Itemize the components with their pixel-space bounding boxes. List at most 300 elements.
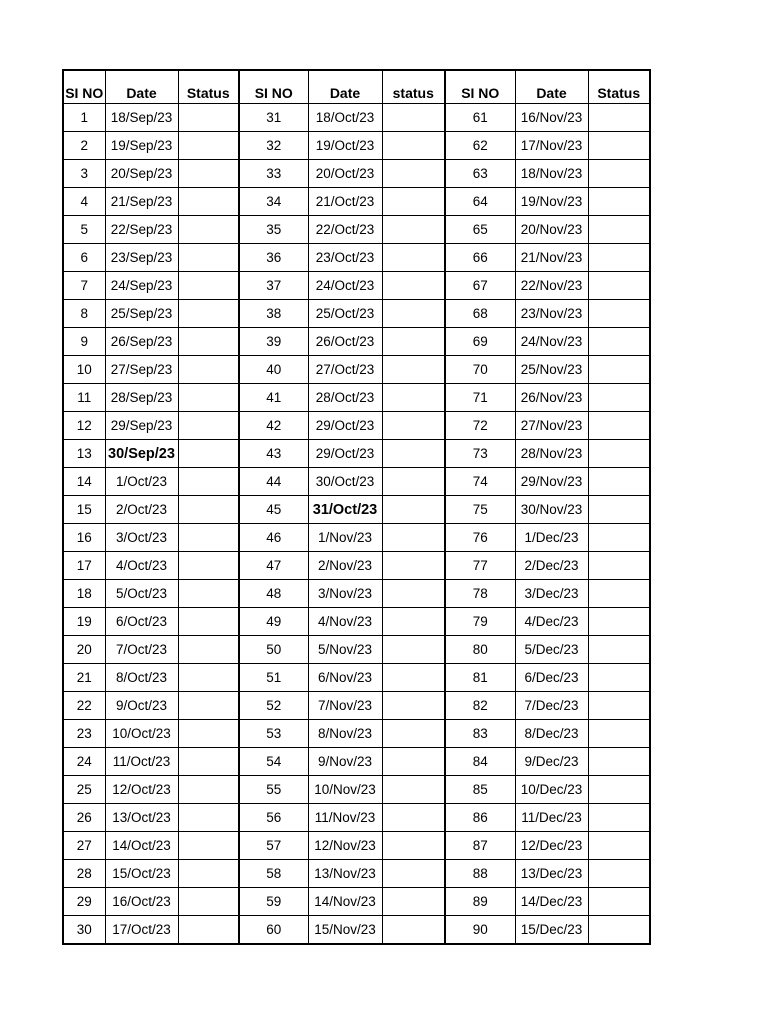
cell-date-2: 13/Nov/23: [308, 860, 382, 888]
cell-date-3: 5/Dec/23: [515, 636, 588, 664]
cell-si-no-3: 69: [445, 328, 515, 356]
cell-si-no-3: 85: [445, 776, 515, 804]
cell-si-no-2: 59: [239, 888, 308, 916]
cell-si-no-1: 7: [63, 272, 105, 300]
cell-status-1[interactable]: [178, 496, 239, 524]
cell-date-2: 22/Oct/23: [308, 216, 382, 244]
cell-status-2[interactable]: [382, 916, 445, 945]
cell-date-3: 10/Dec/23: [515, 776, 588, 804]
cell-si-no-3: 65: [445, 216, 515, 244]
cell-si-no-3: 78: [445, 580, 515, 608]
cell-si-no-3: 89: [445, 888, 515, 916]
cell-si-no-1: 11: [63, 384, 105, 412]
cell-date-1: 24/Sep/23: [105, 272, 178, 300]
cell-status-2[interactable]: [382, 132, 445, 160]
cell-status-1[interactable]: [178, 300, 239, 328]
cell-date-2: 20/Oct/23: [308, 160, 382, 188]
table-row: [63, 636, 650, 664]
cell-date-1: 23/Sep/23: [105, 244, 178, 272]
table-row: [63, 244, 650, 272]
cell-status-1[interactable]: [178, 664, 239, 692]
cell-status-1[interactable]: [178, 440, 239, 468]
cell-si-no-1: 17: [63, 552, 105, 580]
cell-status-1[interactable]: [178, 748, 239, 776]
cell-si-no-1: 9: [63, 328, 105, 356]
cell-date-2: 5/Nov/23: [308, 636, 382, 664]
cell-date-2: 19/Oct/23: [308, 132, 382, 160]
cell-status-1[interactable]: [178, 804, 239, 832]
cell-status-2[interactable]: [382, 328, 445, 356]
cell-si-no-3: 71: [445, 384, 515, 412]
cell-status-3[interactable]: [588, 636, 650, 664]
table-row: [63, 160, 650, 188]
cell-date-1: 16/Oct/23: [105, 888, 178, 916]
cell-date-1: 20/Sep/23: [105, 160, 178, 188]
cell-si-no-2: 46: [239, 524, 308, 552]
cell-status-3[interactable]: [588, 216, 650, 244]
cell-date-2: 29/Oct/23: [308, 412, 382, 440]
cell-si-no-1: 29: [63, 888, 105, 916]
cell-status-1[interactable]: [178, 776, 239, 804]
cell-status-2[interactable]: [382, 524, 445, 552]
cell-status-3[interactable]: [588, 300, 650, 328]
cell-si-no-1: 24: [63, 748, 105, 776]
cell-date-1: 14/Oct/23: [105, 832, 178, 860]
table-row: [63, 720, 650, 748]
cell-si-no-1: 28: [63, 860, 105, 888]
table-row: [63, 916, 650, 945]
cell-status-1[interactable]: [178, 832, 239, 860]
cell-status-2[interactable]: [382, 356, 445, 384]
cell-si-no-2: 57: [239, 832, 308, 860]
cell-status-2[interactable]: [382, 832, 445, 860]
cell-status-1[interactable]: [178, 860, 239, 888]
cell-date-1: 3/Oct/23: [105, 524, 178, 552]
cell-si-no-2: 37: [239, 272, 308, 300]
cell-date-3: 6/Dec/23: [515, 664, 588, 692]
cell-si-no-3: 72: [445, 412, 515, 440]
cell-status-3[interactable]: [588, 496, 650, 524]
table-row: [63, 216, 650, 244]
cell-status-1[interactable]: [178, 468, 239, 496]
cell-si-no-2: 51: [239, 664, 308, 692]
table-body: [63, 104, 650, 945]
cell-status-1[interactable]: [178, 636, 239, 664]
cell-date-3: 24/Nov/23: [515, 328, 588, 356]
cell-si-no-2: 43: [239, 440, 308, 468]
cell-si-no-2: 52: [239, 692, 308, 720]
cell-date-2: 21/Oct/23: [308, 188, 382, 216]
cell-status-3[interactable]: [588, 412, 650, 440]
cell-status-1[interactable]: [178, 524, 239, 552]
cell-si-no-1: 12: [63, 412, 105, 440]
cell-date-1: 13/Oct/23: [105, 804, 178, 832]
cell-status-3[interactable]: [588, 160, 650, 188]
cell-si-no-2: 47: [239, 552, 308, 580]
table-row: [63, 384, 650, 412]
cell-status-3[interactable]: [588, 384, 650, 412]
cell-date-2: 24/Oct/23: [308, 272, 382, 300]
cell-si-no-1: 21: [63, 664, 105, 692]
cell-date-3: 19/Nov/23: [515, 188, 588, 216]
cell-status-3[interactable]: [588, 888, 650, 916]
cell-si-no-1: 26: [63, 804, 105, 832]
table-row: [63, 608, 650, 636]
cell-status-1[interactable]: [178, 104, 239, 132]
cell-status-2[interactable]: [382, 692, 445, 720]
cell-date-2: 25/Oct/23: [308, 300, 382, 328]
cell-status-1[interactable]: [178, 552, 239, 580]
cell-si-no-1: 30: [63, 916, 105, 945]
cell-status-1[interactable]: [178, 188, 239, 216]
schedule-table: [62, 69, 651, 945]
cell-status-2[interactable]: [382, 860, 445, 888]
cell-date-1: 5/Oct/23: [105, 580, 178, 608]
cell-date-2: 9/Nov/23: [308, 748, 382, 776]
cell-status-2[interactable]: [382, 664, 445, 692]
cell-date-2: 29/Oct/23: [308, 440, 382, 468]
cell-date-1: 1/Oct/23: [105, 468, 178, 496]
cell-date-3: 9/Dec/23: [515, 748, 588, 776]
cell-date-3: 30/Nov/23: [515, 496, 588, 524]
cell-status-2[interactable]: [382, 552, 445, 580]
cell-date-3: 8/Dec/23: [515, 720, 588, 748]
cell-status-3[interactable]: [588, 524, 650, 552]
cell-status-1[interactable]: [178, 132, 239, 160]
cell-si-no-1: 13: [63, 440, 105, 468]
table-row: [63, 272, 650, 300]
cell-date-2: 27/Oct/23: [308, 356, 382, 384]
cell-date-1: 8/Oct/23: [105, 664, 178, 692]
header-status-1: Status: [178, 70, 239, 104]
cell-si-no-1: 3: [63, 160, 105, 188]
cell-date-2: 10/Nov/23: [308, 776, 382, 804]
header-si-no-3: SI NO: [445, 70, 515, 104]
cell-status-3[interactable]: [588, 552, 650, 580]
cell-si-no-3: 84: [445, 748, 515, 776]
cell-status-2[interactable]: [382, 748, 445, 776]
cell-si-no-2: 38: [239, 300, 308, 328]
cell-status-3[interactable]: [588, 692, 650, 720]
cell-si-no-2: 49: [239, 608, 308, 636]
cell-status-1[interactable]: [178, 608, 239, 636]
cell-date-1: 21/Sep/23: [105, 188, 178, 216]
table-row: [63, 496, 650, 524]
cell-status-2[interactable]: [382, 216, 445, 244]
cell-si-no-2: 35: [239, 216, 308, 244]
cell-status-1[interactable]: [178, 356, 239, 384]
cell-status-2[interactable]: [382, 636, 445, 664]
cell-status-2[interactable]: [382, 272, 445, 300]
cell-status-2[interactable]: [382, 244, 445, 272]
cell-date-3: 13/Dec/23: [515, 860, 588, 888]
cell-si-no-2: 48: [239, 580, 308, 608]
header-status-3: Status: [588, 70, 650, 104]
table-row: [63, 104, 650, 132]
cell-date-2: 4/Nov/23: [308, 608, 382, 636]
cell-si-no-3: 76: [445, 524, 515, 552]
cell-si-no-3: 74: [445, 468, 515, 496]
cell-status-3[interactable]: [588, 748, 650, 776]
cell-status-1[interactable]: [178, 384, 239, 412]
cell-date-1: 25/Sep/23: [105, 300, 178, 328]
cell-status-2[interactable]: [382, 440, 445, 468]
cell-status-3[interactable]: [588, 664, 650, 692]
cell-date-1: 4/Oct/23: [105, 552, 178, 580]
cell-date-3: 17/Nov/23: [515, 132, 588, 160]
table-row: [63, 524, 650, 552]
cell-status-2[interactable]: [382, 720, 445, 748]
cell-si-no-1: 23: [63, 720, 105, 748]
cell-si-no-1: 15: [63, 496, 105, 524]
table-row: [63, 468, 650, 496]
cell-si-no-3: 87: [445, 832, 515, 860]
table-row: [63, 804, 650, 832]
table-row: [63, 664, 650, 692]
cell-si-no-2: 60: [239, 916, 308, 945]
cell-si-no-3: 82: [445, 692, 515, 720]
cell-si-no-3: 83: [445, 720, 515, 748]
cell-status-1[interactable]: [178, 244, 239, 272]
cell-status-1[interactable]: [178, 216, 239, 244]
cell-status-3[interactable]: [588, 608, 650, 636]
table-row: [63, 888, 650, 916]
cell-date-2: 15/Nov/23: [308, 916, 382, 945]
cell-si-no-3: 75: [445, 496, 515, 524]
cell-status-1[interactable]: [178, 580, 239, 608]
cell-si-no-2: 50: [239, 636, 308, 664]
header-row: [63, 70, 650, 104]
cell-si-no-2: 44: [239, 468, 308, 496]
cell-si-no-2: 31: [239, 104, 308, 132]
cell-si-no-2: 55: [239, 776, 308, 804]
cell-si-no-3: 81: [445, 664, 515, 692]
table-row: [63, 188, 650, 216]
cell-date-2: 3/Nov/23: [308, 580, 382, 608]
cell-si-no-2: 40: [239, 356, 308, 384]
cell-date-3: 12/Dec/23: [515, 832, 588, 860]
cell-date-1: 12/Oct/23: [105, 776, 178, 804]
cell-si-no-3: 63: [445, 160, 515, 188]
cell-date-3: 15/Dec/23: [515, 916, 588, 945]
table-row: [63, 440, 650, 468]
table-row: [63, 412, 650, 440]
cell-status-3[interactable]: [588, 832, 650, 860]
cell-status-1[interactable]: [178, 328, 239, 356]
cell-si-no-3: 86: [445, 804, 515, 832]
cell-si-no-1: 8: [63, 300, 105, 328]
cell-date-1: 10/Oct/23: [105, 720, 178, 748]
cell-date-2: 14/Nov/23: [308, 888, 382, 916]
cell-si-no-3: 67: [445, 272, 515, 300]
cell-si-no-3: 88: [445, 860, 515, 888]
cell-si-no-2: 42: [239, 412, 308, 440]
cell-date-1: 15/Oct/23: [105, 860, 178, 888]
cell-date-1: 7/Oct/23: [105, 636, 178, 664]
cell-date-2: 28/Oct/23: [308, 384, 382, 412]
cell-date-3: 29/Nov/23: [515, 468, 588, 496]
header-date-2: Date: [308, 70, 382, 104]
cell-status-1[interactable]: [178, 692, 239, 720]
cell-date-3: 18/Nov/23: [515, 160, 588, 188]
cell-status-2[interactable]: [382, 888, 445, 916]
cell-si-no-2: 34: [239, 188, 308, 216]
cell-si-no-1: 19: [63, 608, 105, 636]
cell-si-no-2: 36: [239, 244, 308, 272]
cell-date-1: 17/Oct/23: [105, 916, 178, 945]
cell-date-2: 8/Nov/23: [308, 720, 382, 748]
cell-status-1[interactable]: [178, 412, 239, 440]
cell-status-1[interactable]: [178, 720, 239, 748]
cell-date-3: 27/Nov/23: [515, 412, 588, 440]
cell-si-no-1: 27: [63, 832, 105, 860]
cell-date-1: 22/Sep/23: [105, 216, 178, 244]
cell-si-no-1: 4: [63, 188, 105, 216]
cell-si-no-3: 73: [445, 440, 515, 468]
cell-date-2: 11/Nov/23: [308, 804, 382, 832]
cell-date-1: 29/Sep/23: [105, 412, 178, 440]
cell-status-1[interactable]: [178, 888, 239, 916]
cell-status-3[interactable]: [588, 328, 650, 356]
cell-status-1[interactable]: [178, 160, 239, 188]
cell-si-no-3: 70: [445, 356, 515, 384]
cell-status-2[interactable]: [382, 384, 445, 412]
cell-status-2[interactable]: [382, 160, 445, 188]
cell-date-1: 11/Oct/23: [105, 748, 178, 776]
cell-date-3: 1/Dec/23: [515, 524, 588, 552]
table-row: [63, 580, 650, 608]
cell-date-3: 20/Nov/23: [515, 216, 588, 244]
cell-date-1: 2/Oct/23: [105, 496, 178, 524]
cell-date-3: 11/Dec/23: [515, 804, 588, 832]
table-row: [63, 552, 650, 580]
cell-status-3[interactable]: [588, 804, 650, 832]
cell-status-3[interactable]: [588, 860, 650, 888]
cell-date-2: 18/Oct/23: [308, 104, 382, 132]
table-row: [63, 356, 650, 384]
cell-si-no-2: 56: [239, 804, 308, 832]
cell-si-no-1: 16: [63, 524, 105, 552]
cell-date-1: 6/Oct/23: [105, 608, 178, 636]
cell-status-2[interactable]: [382, 608, 445, 636]
cell-si-no-1: 5: [63, 216, 105, 244]
cell-si-no-2: 32: [239, 132, 308, 160]
cell-status-3[interactable]: [588, 244, 650, 272]
cell-date-3: 26/Nov/23: [515, 384, 588, 412]
cell-date-3: 7/Dec/23: [515, 692, 588, 720]
cell-si-no-1: 14: [63, 468, 105, 496]
cell-date-2: 1/Nov/23: [308, 524, 382, 552]
header-date-1: Date: [105, 70, 178, 104]
table-row: [63, 132, 650, 160]
cell-si-no-2: 41: [239, 384, 308, 412]
cell-status-2[interactable]: [382, 496, 445, 524]
table-row: [63, 748, 650, 776]
cell-si-no-3: 66: [445, 244, 515, 272]
cell-si-no-3: 90: [445, 916, 515, 945]
cell-si-no-1: 22: [63, 692, 105, 720]
cell-status-3[interactable]: [588, 580, 650, 608]
cell-si-no-1: 25: [63, 776, 105, 804]
cell-status-2[interactable]: [382, 300, 445, 328]
cell-status-3[interactable]: [588, 132, 650, 160]
cell-si-no-3: 77: [445, 552, 515, 580]
cell-date-2: 31/Oct/23: [308, 496, 382, 524]
cell-date-1: 9/Oct/23: [105, 692, 178, 720]
cell-date-1: 19/Sep/23: [105, 132, 178, 160]
header-si-no-1: SI NO: [63, 70, 105, 104]
table-row: [63, 300, 650, 328]
cell-date-2: 7/Nov/23: [308, 692, 382, 720]
cell-status-2[interactable]: [382, 412, 445, 440]
cell-date-3: 2/Dec/23: [515, 552, 588, 580]
cell-date-2: 30/Oct/23: [308, 468, 382, 496]
cell-date-3: 25/Nov/23: [515, 356, 588, 384]
cell-date-2: 12/Nov/23: [308, 832, 382, 860]
cell-date-3: 22/Nov/23: [515, 272, 588, 300]
cell-date-2: 6/Nov/23: [308, 664, 382, 692]
cell-date-3: 16/Nov/23: [515, 104, 588, 132]
cell-date-1: 28/Sep/23: [105, 384, 178, 412]
cell-si-no-3: 68: [445, 300, 515, 328]
cell-status-2[interactable]: [382, 188, 445, 216]
cell-si-no-2: 33: [239, 160, 308, 188]
cell-si-no-1: 10: [63, 356, 105, 384]
cell-date-1: 18/Sep/23: [105, 104, 178, 132]
cell-date-3: 4/Dec/23: [515, 608, 588, 636]
cell-si-no-3: 80: [445, 636, 515, 664]
cell-date-3: 28/Nov/23: [515, 440, 588, 468]
cell-status-3[interactable]: [588, 776, 650, 804]
cell-si-no-1: 20: [63, 636, 105, 664]
cell-status-2[interactable]: [382, 776, 445, 804]
cell-status-2[interactable]: [382, 580, 445, 608]
cell-status-3[interactable]: [588, 272, 650, 300]
cell-si-no-2: 58: [239, 860, 308, 888]
cell-si-no-2: 39: [239, 328, 308, 356]
cell-si-no-2: 53: [239, 720, 308, 748]
cell-date-1: 26/Sep/23: [105, 328, 178, 356]
cell-date-1: 30/Sep/23: [105, 440, 178, 468]
cell-date-3: 14/Dec/23: [515, 888, 588, 916]
cell-si-no-3: 61: [445, 104, 515, 132]
table-row: [63, 692, 650, 720]
cell-date-2: 23/Oct/23: [308, 244, 382, 272]
cell-status-3[interactable]: [588, 440, 650, 468]
cell-status-3[interactable]: [588, 916, 650, 945]
cell-si-no-2: 45: [239, 496, 308, 524]
cell-date-3: 23/Nov/23: [515, 300, 588, 328]
cell-status-2[interactable]: [382, 804, 445, 832]
cell-date-3: 3/Dec/23: [515, 580, 588, 608]
table-row: [63, 832, 650, 860]
cell-status-2[interactable]: [382, 468, 445, 496]
cell-status-3[interactable]: [588, 356, 650, 384]
table-row: [63, 328, 650, 356]
cell-status-1[interactable]: [178, 916, 239, 945]
header-si-no-2: SI NO: [239, 70, 308, 104]
cell-si-no-3: 62: [445, 132, 515, 160]
cell-status-2[interactable]: [382, 104, 445, 132]
cell-status-3[interactable]: [588, 104, 650, 132]
cell-date-2: 2/Nov/23: [308, 552, 382, 580]
cell-status-1[interactable]: [178, 272, 239, 300]
cell-si-no-1: 2: [63, 132, 105, 160]
cell-status-3[interactable]: [588, 468, 650, 496]
cell-status-3[interactable]: [588, 720, 650, 748]
cell-status-3[interactable]: [588, 188, 650, 216]
cell-si-no-3: 79: [445, 608, 515, 636]
